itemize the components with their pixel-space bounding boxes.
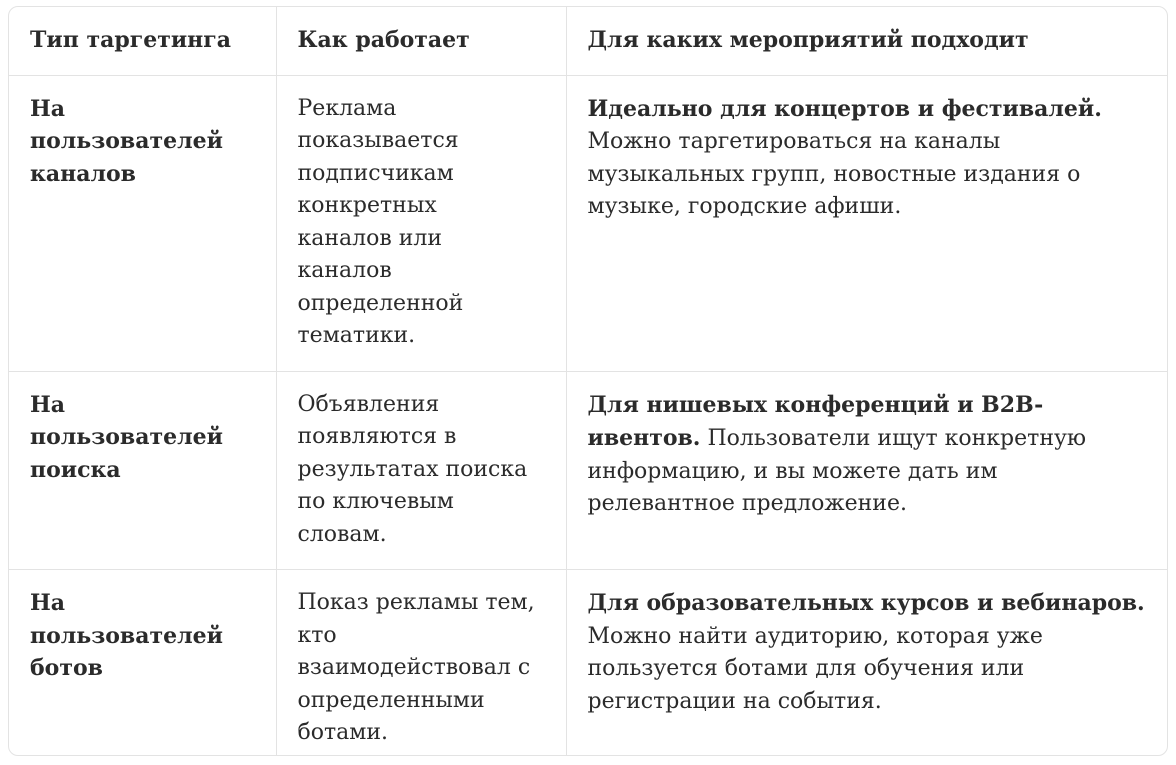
cell-suitable-events — [566, 75, 1167, 371]
suitable-description: Пользователи ищут конкретную информацию, и вы можете дать им релевантное предложение. — [587, 426, 1087, 516]
cell-targeting-type: На пользователей ботов — [9, 570, 276, 757]
suitable-lead-text: Для нишевых конференций и B2B-ивентов. — [587, 391, 1044, 451]
cell-targeting-type: На пользователей поиска — [9, 371, 276, 570]
cell-targeting-type: На пользователей каналов — [9, 75, 276, 371]
cell-how-it-works: Объявления появляются в результатах поиска по ключевым словам. — [276, 371, 566, 570]
table-body — [9, 75, 1167, 756]
table-header — [9, 7, 1167, 75]
header-row — [9, 7, 1167, 75]
header-suitable-events: Для каких мероприятий подходит — [566, 7, 1167, 75]
header-targeting-type: Тип таргетинга — [9, 7, 276, 75]
cell-how-it-works: Реклама показывается подписчикам конкретных каналов или каналов определенной тематики. — [276, 75, 566, 371]
suitable-lead-text: Идеально для концертов и фестивалей. — [587, 95, 1102, 122]
suitable-lead-text: Для образовательных курсов и вебинаров. — [587, 590, 1145, 616]
table-row — [9, 75, 1167, 371]
suitable-description: Можно таргетироваться на каналы музыкальных групп, новостные издания о музыке, городские афиши. — [587, 129, 1081, 219]
targeting-table-container — [8, 6, 1168, 756]
cell-how-it-works: Показ рекламы тем, кто взаимодействовал с определенными ботами. — [276, 570, 566, 757]
cell-suitable-events — [566, 371, 1167, 570]
targeting-table — [9, 7, 1167, 756]
cell-suitable-events — [566, 570, 1167, 757]
header-how-it-works: Как работает — [276, 7, 566, 75]
table-row — [9, 371, 1167, 570]
table-row — [9, 570, 1167, 757]
suitable-description: Можно найти аудиторию, которая уже пользуется ботами для обучения или регистрации на события. — [587, 623, 1043, 714]
